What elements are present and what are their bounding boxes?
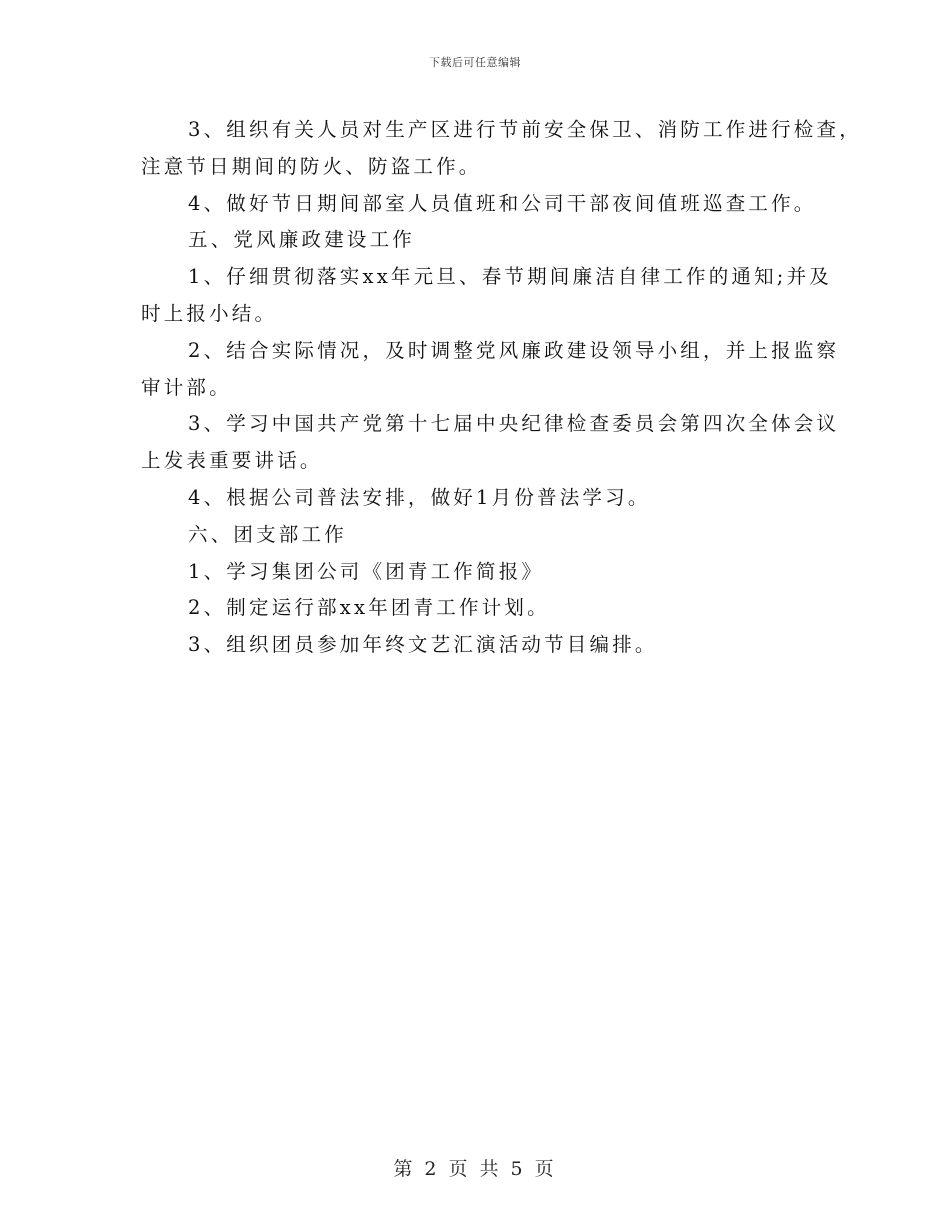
paragraph-line: 注意节日期间的防火、防盗工作。 [141, 154, 482, 178]
paragraph-line: 1、学习集团公司《团青工作简报》 [188, 559, 545, 583]
page-number: 第 2 页 共 5 页 [393, 1158, 557, 1180]
paragraph-line: 3、组织团员参加年终文艺汇演活动节目编排。 [188, 633, 658, 657]
paragraph-line: 3、学习中国共产党第十七届中央纪律检查委员会第四次全体会议 [188, 412, 840, 436]
paragraph-line: 2、制定运行部xx年团青工作计划。 [188, 596, 550, 620]
paragraph-line: 4、根据公司普法安排，做好1月份普法学习。 [188, 485, 651, 509]
paragraph-line: 审计部。 [141, 375, 232, 399]
page-header: 下载后可任意编辑 [429, 56, 521, 69]
paragraph-line: 3、组织有关人员对生产区进行节前安全保卫、消防工作进行检查， [188, 118, 862, 141]
paragraph-line: 2、结合实际情况，及时调整党风廉政建设领导小组，并上报监察 [188, 338, 840, 362]
section-heading: 六、团支部工作 [188, 522, 347, 546]
paragraph-line: 1、仔细贯彻落实xx年元旦、春节期间廉洁自律工作的通知;并及 [188, 265, 832, 289]
section-heading: 五、党风廉政建设工作 [188, 228, 416, 252]
paragraph-line: 上发表重要讲话。 [141, 449, 323, 473]
document-body [141, 112, 862, 664]
paragraph-line: 时上报小结。 [141, 301, 278, 325]
paragraph-line: 4、做好节日期间部室人员值班和公司干部夜间值班巡查工作。 [188, 191, 817, 215]
